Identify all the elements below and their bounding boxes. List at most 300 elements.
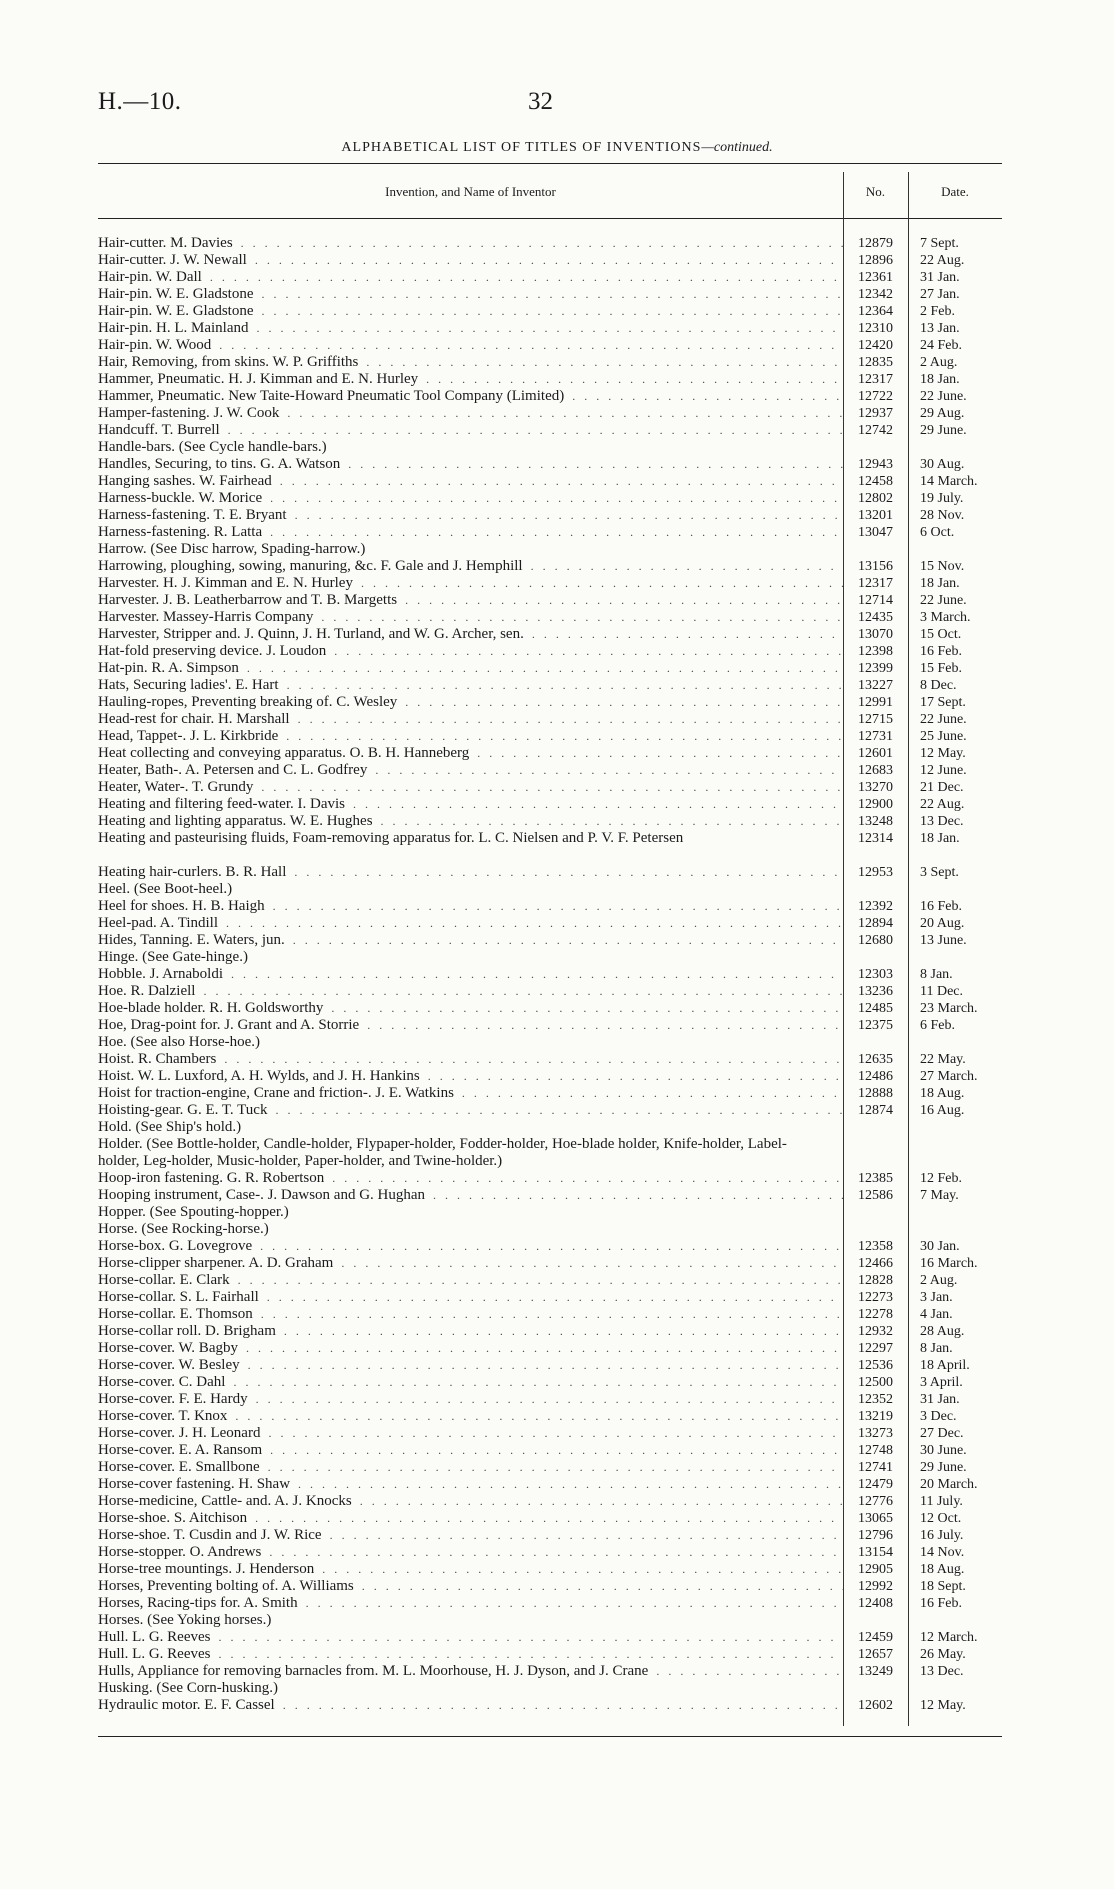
invention-cell bbox=[98, 745, 843, 762]
invention-cell bbox=[98, 1289, 843, 1306]
invention-title: Hair-pin. W. E. Gladstone bbox=[98, 286, 254, 302]
leader-dots bbox=[314, 1561, 843, 1578]
patent-date: 28 Nov. bbox=[920, 508, 965, 523]
patent-number: 12364 bbox=[858, 304, 893, 319]
patent-number: 12602 bbox=[858, 1698, 893, 1713]
invention-title: Hull. L. G. Reeves bbox=[98, 1629, 211, 1645]
invention-title: Hammer, Pneumatic. H. J. Kimman and E. N. Hurley bbox=[98, 371, 419, 387]
invention-cell bbox=[98, 1357, 843, 1374]
invention-cell bbox=[98, 864, 843, 881]
leader-dots bbox=[202, 269, 843, 286]
patent-date: 15 Feb. bbox=[920, 661, 962, 676]
invention-title: Horse-cover. J. H. Leonard bbox=[98, 1425, 261, 1441]
invention-cell bbox=[98, 1578, 843, 1595]
table-row bbox=[98, 711, 1002, 728]
invention-cell bbox=[98, 1544, 843, 1561]
patent-number: 12742 bbox=[858, 423, 893, 438]
patent-number: 13249 bbox=[858, 1664, 893, 1679]
leader-dots bbox=[254, 303, 843, 320]
leader-dots bbox=[290, 1476, 843, 1493]
invention-title: Hoop-iron fastening. G. R. Robertson bbox=[98, 1170, 325, 1186]
invention-cell bbox=[98, 949, 843, 966]
patent-date: 15 Oct. bbox=[920, 627, 962, 642]
invention-cell bbox=[98, 609, 843, 626]
patent-number: 12273 bbox=[858, 1290, 893, 1305]
leader-dots bbox=[265, 898, 843, 915]
invention-title: Holder. (See Bottle-holder, Candle-holder, Flypaper-holder, Fodder-holder, Hoe-blade holder, Knife-holder, Label-holder, Leg-holder, Music-holder, Paper-holder, and Twine-holder.) bbox=[98, 1136, 787, 1169]
patent-number: 12714 bbox=[858, 593, 893, 608]
invention-title: Horse-box. G. Lovegrove bbox=[98, 1238, 253, 1254]
patent-date: 3 Sept. bbox=[920, 865, 959, 880]
table-row bbox=[98, 1170, 1002, 1187]
patent-date: 19 July. bbox=[920, 491, 964, 506]
patent-number: 12586 bbox=[858, 1188, 893, 1203]
leader-dots bbox=[276, 1323, 843, 1340]
invention-title: Hoe, Drag-point for. J. Grant and A. Storrie bbox=[98, 1017, 360, 1033]
leader-dots bbox=[524, 626, 843, 643]
patent-number: 12828 bbox=[858, 1273, 893, 1288]
leader-dots bbox=[262, 490, 843, 507]
leader-dots bbox=[354, 1578, 843, 1595]
leader-dots bbox=[247, 252, 843, 269]
table-row bbox=[98, 1408, 1002, 1425]
table-row bbox=[98, 1102, 1002, 1119]
patent-date: 18 Sept. bbox=[920, 1579, 966, 1594]
invention-title: Horse-cover. F. E. Hardy bbox=[98, 1391, 248, 1407]
patent-date: 12 June. bbox=[920, 763, 967, 778]
invention-cell bbox=[98, 422, 843, 439]
leader-dots bbox=[286, 864, 843, 881]
invention-title: Harvester, Stripper and. J. Quinn, J. H. Turland, and W. G. Archer, sen. bbox=[98, 626, 524, 642]
table-row bbox=[98, 337, 1002, 354]
patent-date: 16 July. bbox=[920, 1528, 964, 1543]
table-row bbox=[98, 1476, 1002, 1493]
patent-number: 12680 bbox=[858, 933, 893, 948]
invention-cell bbox=[98, 1034, 843, 1051]
leader-dots bbox=[469, 745, 843, 762]
patent-date bbox=[908, 439, 1002, 456]
table-row bbox=[98, 1595, 1002, 1612]
patent-date: 3 Dec. bbox=[920, 1409, 957, 1424]
table-row bbox=[98, 422, 1002, 439]
invention-title: Hull. L. G. Reeves bbox=[98, 1646, 211, 1662]
table-row bbox=[98, 864, 1002, 881]
invention-title: Handles, Securing, to tins. G. A. Watson bbox=[98, 456, 341, 472]
patent-date bbox=[908, 1136, 1002, 1170]
invention-title: Horse-stopper. O. Andrews bbox=[98, 1544, 262, 1560]
invention-cell bbox=[98, 1272, 843, 1289]
table-row bbox=[98, 1323, 1002, 1340]
invention-title: Horse-shoe. S. Aitchison bbox=[98, 1510, 248, 1526]
invention-cell bbox=[98, 1493, 843, 1510]
patent-number: 12408 bbox=[858, 1596, 893, 1611]
invention-cell bbox=[98, 898, 843, 915]
leader-dots bbox=[259, 1289, 843, 1306]
invention-title: Horse-cover fastening. H. Shaw bbox=[98, 1476, 291, 1492]
invention-cell bbox=[98, 660, 843, 677]
leader-dots bbox=[323, 1000, 843, 1017]
table-row bbox=[98, 354, 1002, 371]
invention-cell bbox=[98, 1663, 843, 1680]
leader-dots bbox=[238, 1340, 843, 1357]
invention-cell bbox=[98, 354, 843, 371]
leader-dots bbox=[218, 915, 843, 932]
table-row bbox=[98, 1527, 1002, 1544]
invention-title: Horse-cover. W. Bagby bbox=[98, 1340, 238, 1356]
leader-dots bbox=[279, 405, 843, 422]
leader-dots bbox=[223, 966, 843, 983]
patent-number: 12361 bbox=[858, 270, 893, 285]
table-row bbox=[98, 1391, 1002, 1408]
patent-number: 12932 bbox=[858, 1324, 893, 1339]
leader-dots bbox=[425, 1187, 843, 1204]
table-row bbox=[98, 524, 1002, 541]
invention-cell bbox=[98, 932, 843, 949]
leader-dots bbox=[272, 473, 843, 490]
patent-number: 12802 bbox=[858, 491, 893, 506]
patent-date: 7 Sept. bbox=[920, 236, 959, 251]
patent-number: 12741 bbox=[858, 1460, 893, 1475]
table-row bbox=[98, 456, 1002, 473]
invention-cell bbox=[98, 1017, 843, 1034]
patent-number: 12278 bbox=[858, 1307, 893, 1322]
table-row bbox=[98, 609, 1002, 626]
table-row bbox=[98, 1272, 1002, 1289]
table-row bbox=[98, 371, 1002, 388]
invention-cell bbox=[98, 1697, 843, 1714]
patent-date: 13 Dec. bbox=[920, 814, 964, 829]
leader-dots bbox=[373, 813, 843, 830]
leader-dots bbox=[210, 1646, 843, 1663]
invention-title: Hair-pin. H. L. Mainland bbox=[98, 320, 249, 336]
bottom-rule bbox=[98, 1736, 1002, 1737]
invention-title: Horse-tree mountings. J. Henderson bbox=[98, 1561, 315, 1577]
leader-dots bbox=[353, 575, 843, 592]
patent-number: 13201 bbox=[858, 508, 893, 523]
patent-date: 27 Jan. bbox=[920, 287, 960, 302]
invention-title: Harness-buckle. W. Morice bbox=[98, 490, 263, 506]
patent-number: 12420 bbox=[858, 338, 893, 353]
patent-number: 12486 bbox=[858, 1069, 893, 1084]
invention-cell bbox=[98, 1595, 843, 1612]
invention-title: Hoe. R. Dalziell bbox=[98, 983, 196, 999]
patent-date: 12 March. bbox=[920, 1630, 978, 1645]
invention-title: Hoist. W. L. Luxford, A. H. Wylds, and J. H. Hankins bbox=[98, 1068, 420, 1084]
leader-dots bbox=[285, 932, 843, 949]
leader-dots bbox=[195, 983, 843, 1000]
table-row bbox=[98, 1204, 1002, 1221]
invention-title: Handcuff. T. Burrell bbox=[98, 422, 220, 438]
table-row bbox=[98, 1034, 1002, 1051]
invention-cell bbox=[98, 269, 843, 286]
invention-cell bbox=[98, 813, 843, 830]
patent-number: 12991 bbox=[858, 695, 893, 710]
invention-cell bbox=[98, 303, 843, 320]
table-row bbox=[98, 1357, 1002, 1374]
table-row bbox=[98, 915, 1002, 932]
invention-title: Hobble. J. Arnaboldi bbox=[98, 966, 223, 982]
invention-cell bbox=[98, 1629, 843, 1646]
table-row bbox=[98, 1459, 1002, 1476]
invention-cell bbox=[98, 1221, 843, 1238]
patent-number: 12375 bbox=[858, 1018, 893, 1033]
patent-number: 12485 bbox=[858, 1001, 893, 1016]
table-row bbox=[98, 439, 1002, 456]
patent-number: 12683 bbox=[858, 763, 893, 778]
leader-dots bbox=[326, 643, 843, 660]
patent-number bbox=[843, 1221, 908, 1238]
table-row bbox=[98, 558, 1002, 575]
invention-title: Heel-pad. A. Tindill bbox=[98, 915, 219, 931]
invention-title: Hoist. R. Chambers bbox=[98, 1051, 217, 1067]
invention-cell bbox=[98, 592, 843, 609]
invention-cell bbox=[98, 575, 843, 592]
patent-number bbox=[843, 1204, 908, 1221]
table-row bbox=[98, 1442, 1002, 1459]
table-row bbox=[98, 1306, 1002, 1323]
patent-number bbox=[843, 1612, 908, 1629]
invention-title: Heating hair-curlers. B. R. Hall bbox=[98, 864, 287, 880]
patent-date: 24 Feb. bbox=[920, 338, 962, 353]
table-row bbox=[98, 745, 1002, 762]
table-row bbox=[98, 966, 1002, 983]
leader-dots bbox=[322, 1527, 843, 1544]
invention-title: Horse-cover. E. Smallbone bbox=[98, 1459, 260, 1475]
column-header-no: No. bbox=[865, 184, 886, 199]
table-row bbox=[98, 949, 1002, 966]
patent-number: 12536 bbox=[858, 1358, 893, 1373]
leader-dots bbox=[333, 1255, 843, 1272]
invention-title: Hats, Securing ladies'. E. Hart bbox=[98, 677, 279, 693]
invention-title: Horse-collar. E. Thomson bbox=[98, 1306, 253, 1322]
patent-date: 16 Aug. bbox=[920, 1103, 965, 1118]
invention-cell bbox=[98, 915, 843, 932]
patent-number: 12896 bbox=[858, 253, 893, 268]
patent-number bbox=[843, 881, 908, 898]
invention-title: Horse-clipper sharpener. A. D. Graham bbox=[98, 1255, 334, 1271]
leader-dots bbox=[454, 1085, 843, 1102]
patent-date: 3 Jan. bbox=[920, 1290, 953, 1305]
leader-dots bbox=[313, 609, 843, 626]
patent-date bbox=[908, 881, 1002, 898]
leader-dots bbox=[290, 711, 843, 728]
table-row bbox=[98, 1221, 1002, 1238]
leader-dots bbox=[397, 592, 843, 609]
invention-cell bbox=[98, 558, 843, 575]
top-rule bbox=[98, 163, 1002, 164]
patent-date: 7 May. bbox=[920, 1188, 959, 1203]
invention-cell bbox=[98, 966, 843, 983]
patent-number: 12500 bbox=[858, 1375, 893, 1390]
patent-number: 13248 bbox=[858, 814, 893, 829]
patent-date: 15 Nov. bbox=[920, 559, 965, 574]
invention-title: Hat-pin. R. A. Simpson bbox=[98, 660, 239, 676]
invention-cell bbox=[98, 1323, 843, 1340]
patent-date: 12 May. bbox=[920, 1698, 966, 1713]
invention-title: Heater, Bath-. A. Petersen and C. L. Godfrey bbox=[98, 762, 368, 778]
table-row bbox=[98, 1561, 1002, 1578]
invention-cell bbox=[98, 983, 843, 1000]
invention-title: Hair-cutter. J. W. Newall bbox=[98, 252, 247, 268]
patent-date: 27 Dec. bbox=[920, 1426, 964, 1441]
invention-cell bbox=[98, 779, 843, 796]
leader-dots bbox=[254, 286, 843, 303]
patent-date bbox=[908, 1221, 1002, 1238]
patent-date: 2 Aug. bbox=[920, 355, 958, 370]
patent-date: 22 June. bbox=[920, 389, 967, 404]
leader-dots bbox=[210, 1629, 843, 1646]
invention-title: Horse-cover. T. Knox bbox=[98, 1408, 228, 1424]
patent-date: 18 Jan. bbox=[920, 372, 960, 387]
leader-dots bbox=[324, 1170, 843, 1187]
patent-number: 12358 bbox=[858, 1239, 893, 1254]
patent-number: 13219 bbox=[858, 1409, 893, 1424]
invention-title: Horse-cover. E. A. Ransom bbox=[98, 1442, 263, 1458]
patent-date: 20 March. bbox=[920, 1477, 978, 1492]
patent-number: 12317 bbox=[858, 372, 893, 387]
invention-cell bbox=[98, 388, 843, 405]
table-row bbox=[98, 983, 1002, 1000]
invention-title: Horse-cover. C. Dahl bbox=[98, 1374, 226, 1390]
patent-date: 3 March. bbox=[920, 610, 971, 625]
invention-title: Horse. (See Rocking-horse.) bbox=[98, 1221, 269, 1237]
invention-cell bbox=[98, 507, 843, 524]
patent-number: 12796 bbox=[858, 1528, 893, 1543]
invention-cell bbox=[98, 1374, 843, 1391]
leader-dots bbox=[358, 354, 843, 371]
leader-dots bbox=[240, 1357, 843, 1374]
patent-date: 21 Dec. bbox=[920, 780, 964, 795]
patent-date bbox=[908, 1204, 1002, 1221]
invention-cell bbox=[98, 1102, 843, 1119]
table-row bbox=[98, 643, 1002, 660]
table-row bbox=[98, 1051, 1002, 1068]
table-row bbox=[98, 592, 1002, 609]
table-row bbox=[98, 473, 1002, 490]
invention-cell bbox=[98, 320, 843, 337]
patent-number: 12992 bbox=[858, 1579, 893, 1594]
patent-date bbox=[908, 1680, 1002, 1697]
table-row bbox=[98, 269, 1002, 286]
patent-number: 12303 bbox=[858, 967, 893, 982]
patent-number: 12352 bbox=[858, 1392, 893, 1407]
patent-date: 13 Dec. bbox=[920, 1664, 964, 1679]
invention-cell bbox=[98, 1238, 843, 1255]
patent-date: 22 June. bbox=[920, 593, 967, 608]
patent-number bbox=[843, 949, 908, 966]
patent-date: 26 May. bbox=[920, 1647, 966, 1662]
patent-number bbox=[843, 1119, 908, 1136]
patent-date: 16 Feb. bbox=[920, 644, 962, 659]
patent-date: 2 Feb. bbox=[920, 304, 955, 319]
patent-number: 12748 bbox=[858, 1443, 893, 1458]
patent-number bbox=[843, 1680, 908, 1697]
patent-number: 12776 bbox=[858, 1494, 893, 1509]
table-row bbox=[98, 490, 1002, 507]
leader-dots bbox=[564, 388, 843, 405]
patent-number: 12888 bbox=[858, 1086, 893, 1101]
invention-cell bbox=[98, 1425, 843, 1442]
patent-number bbox=[843, 1034, 908, 1051]
invention-title: Heating and filtering feed-water. I. Davis bbox=[98, 796, 345, 812]
patent-date: 25 June. bbox=[920, 729, 967, 744]
invention-cell bbox=[98, 1136, 843, 1170]
patent-number: 12317 bbox=[858, 576, 893, 591]
invention-cell bbox=[98, 252, 843, 269]
table-row bbox=[98, 728, 1002, 745]
leader-dots bbox=[352, 1493, 843, 1510]
leader-dots bbox=[367, 762, 843, 779]
table-row bbox=[98, 1374, 1002, 1391]
patent-date: 11 July. bbox=[920, 1494, 963, 1509]
invention-title: Hamper-fastening. J. W. Cook bbox=[98, 405, 280, 421]
leader-dots bbox=[239, 660, 843, 677]
patent-number: 12879 bbox=[858, 236, 893, 251]
leader-dots bbox=[359, 1017, 843, 1034]
patent-date: 18 Jan. bbox=[920, 576, 960, 591]
leader-dots bbox=[260, 1459, 843, 1476]
patent-number: 12392 bbox=[858, 899, 893, 914]
invention-cell bbox=[98, 1119, 843, 1136]
invention-title: Hanging sashes. W. Fairhead bbox=[98, 473, 272, 489]
leader-dots bbox=[220, 422, 843, 439]
invention-cell bbox=[98, 1476, 843, 1493]
patent-number: 13273 bbox=[858, 1426, 893, 1441]
invention-cell bbox=[98, 1085, 843, 1102]
invention-cell bbox=[98, 456, 843, 473]
patent-date: 6 Feb. bbox=[920, 1018, 955, 1033]
table-row bbox=[98, 1578, 1002, 1595]
invention-cell bbox=[98, 881, 843, 898]
invention-cell bbox=[98, 1527, 843, 1544]
patent-date bbox=[908, 949, 1002, 966]
patent-number: 12722 bbox=[858, 389, 893, 404]
table-row bbox=[98, 898, 1002, 915]
patent-date: 30 Jan. bbox=[920, 1239, 960, 1254]
invention-title: Horse-collar roll. D. Brigham bbox=[98, 1323, 276, 1339]
leader-dots bbox=[420, 1068, 843, 1085]
patent-date: 8 Jan. bbox=[920, 1341, 953, 1356]
patent-date: 22 Aug. bbox=[920, 253, 965, 268]
table-row bbox=[98, 507, 1002, 524]
invention-cell bbox=[98, 728, 843, 745]
patent-number: 12435 bbox=[858, 610, 893, 625]
leader-dots bbox=[278, 728, 843, 745]
invention-cell bbox=[98, 1391, 843, 1408]
invention-cell bbox=[98, 694, 843, 711]
table-row bbox=[98, 762, 1002, 779]
invention-title: Hopper. (See Spouting-hopper.) bbox=[98, 1204, 289, 1220]
invention-cell bbox=[98, 796, 843, 813]
invention-title: Hoisting-gear. G. E. T. Tuck bbox=[98, 1102, 268, 1118]
table-row bbox=[98, 626, 1002, 643]
patent-number: 12310 bbox=[858, 321, 893, 336]
patent-number: 12342 bbox=[858, 287, 893, 302]
table-row bbox=[98, 405, 1002, 422]
invention-title: Heating and lighting apparatus. W. E. Hughes bbox=[98, 813, 373, 829]
patent-number bbox=[843, 1136, 908, 1170]
table-row bbox=[98, 1340, 1002, 1357]
table-row bbox=[98, 1017, 1002, 1034]
patent-number: 12835 bbox=[858, 355, 893, 370]
patent-number bbox=[843, 541, 908, 558]
patent-date: 31 Jan. bbox=[920, 270, 960, 285]
invention-title: Hair-pin. W. Wood bbox=[98, 337, 212, 353]
column-header-date: Date. bbox=[941, 184, 969, 199]
patent-number: 13154 bbox=[858, 1545, 893, 1560]
patent-date: 31 Jan. bbox=[920, 1392, 960, 1407]
leader-dots bbox=[230, 1272, 843, 1289]
